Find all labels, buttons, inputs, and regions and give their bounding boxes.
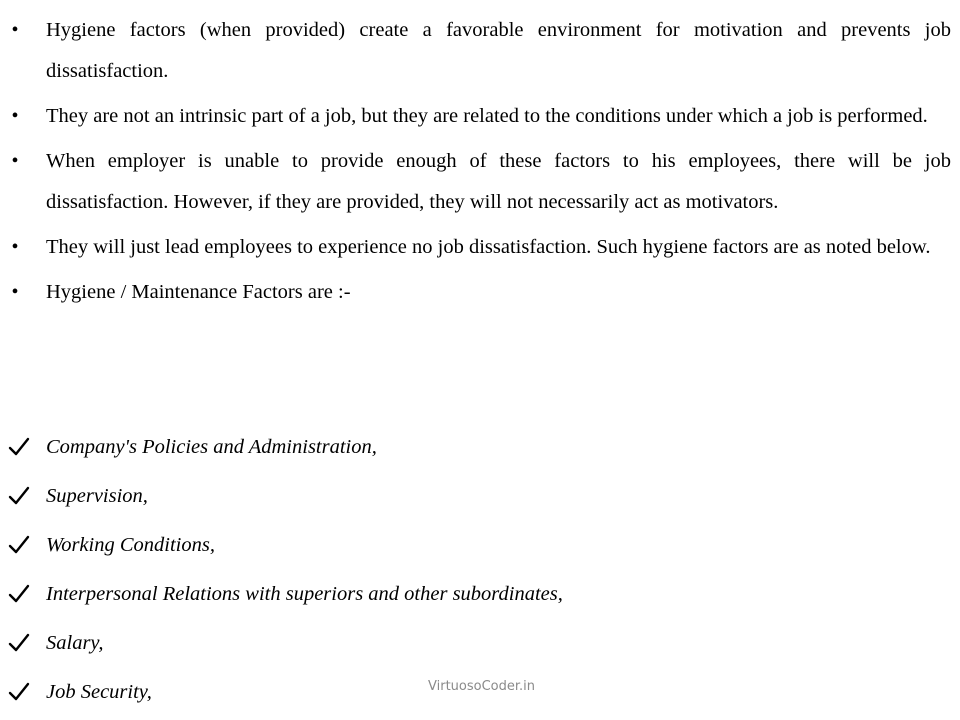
checkmark-icon [8,632,30,654]
check-text-3: Working Conditions, [46,534,215,556]
hygiene-factor-list [0,424,960,718]
bullet-text-5: Hygiene / Maintenance Factors are :- [46,281,351,303]
bullet-item-2 [0,96,960,137]
bullet-text-1: Hygiene factors (when provided) create a favorable environment for motivation and prevents job dissatisfaction. [46,19,951,82]
bullet-dot-icon: • [11,105,19,127]
check-item-1 [0,424,960,473]
check-text-5: Salary, [46,632,104,654]
check-item-5 [0,620,960,669]
bullet-dot-icon: • [11,236,19,258]
bullet-dot-icon: • [11,150,19,172]
bullet-text-4: They will just lead employees to experience no job dissatisfaction. Such hygiene factors are as noted below. [46,236,931,258]
check-text-6: Job Security, [46,681,152,703]
watermark: VirtuosoCoder.in [428,679,535,694]
checkmark-icon [8,534,30,556]
bullet-item-5 [0,272,960,313]
checkmark-icon [8,436,30,458]
check-item-2 [0,473,960,522]
bullet-item-3 [0,141,960,223]
check-text-2: Supervision, [46,485,148,507]
bullet-text-3: When employer is unable to provide enough of these factors to his employees, there will be job dissatisfaction. However, if they are provided, they will not necessarily act as motivators. [46,150,951,213]
checkmark-icon [8,485,30,507]
bullet-dot-icon: • [11,281,19,303]
bullet-item-4 [0,227,960,268]
bullet-text-2: They are not an intrinsic part of a job, but they are related to the conditions under which a job is performed. [46,105,928,127]
bullet-dot-icon: • [11,19,19,41]
checkmark-icon [8,583,30,605]
check-text-1: Company's Policies and Administration, [46,436,377,458]
checkmark-icon [8,681,30,703]
check-text-4: Interpersonal Relations with superiors and other subordinates, [46,583,563,605]
bullet-item-1 [0,10,960,92]
check-item-3 [0,522,960,571]
bullet-list [0,10,960,317]
check-item-4 [0,571,960,620]
